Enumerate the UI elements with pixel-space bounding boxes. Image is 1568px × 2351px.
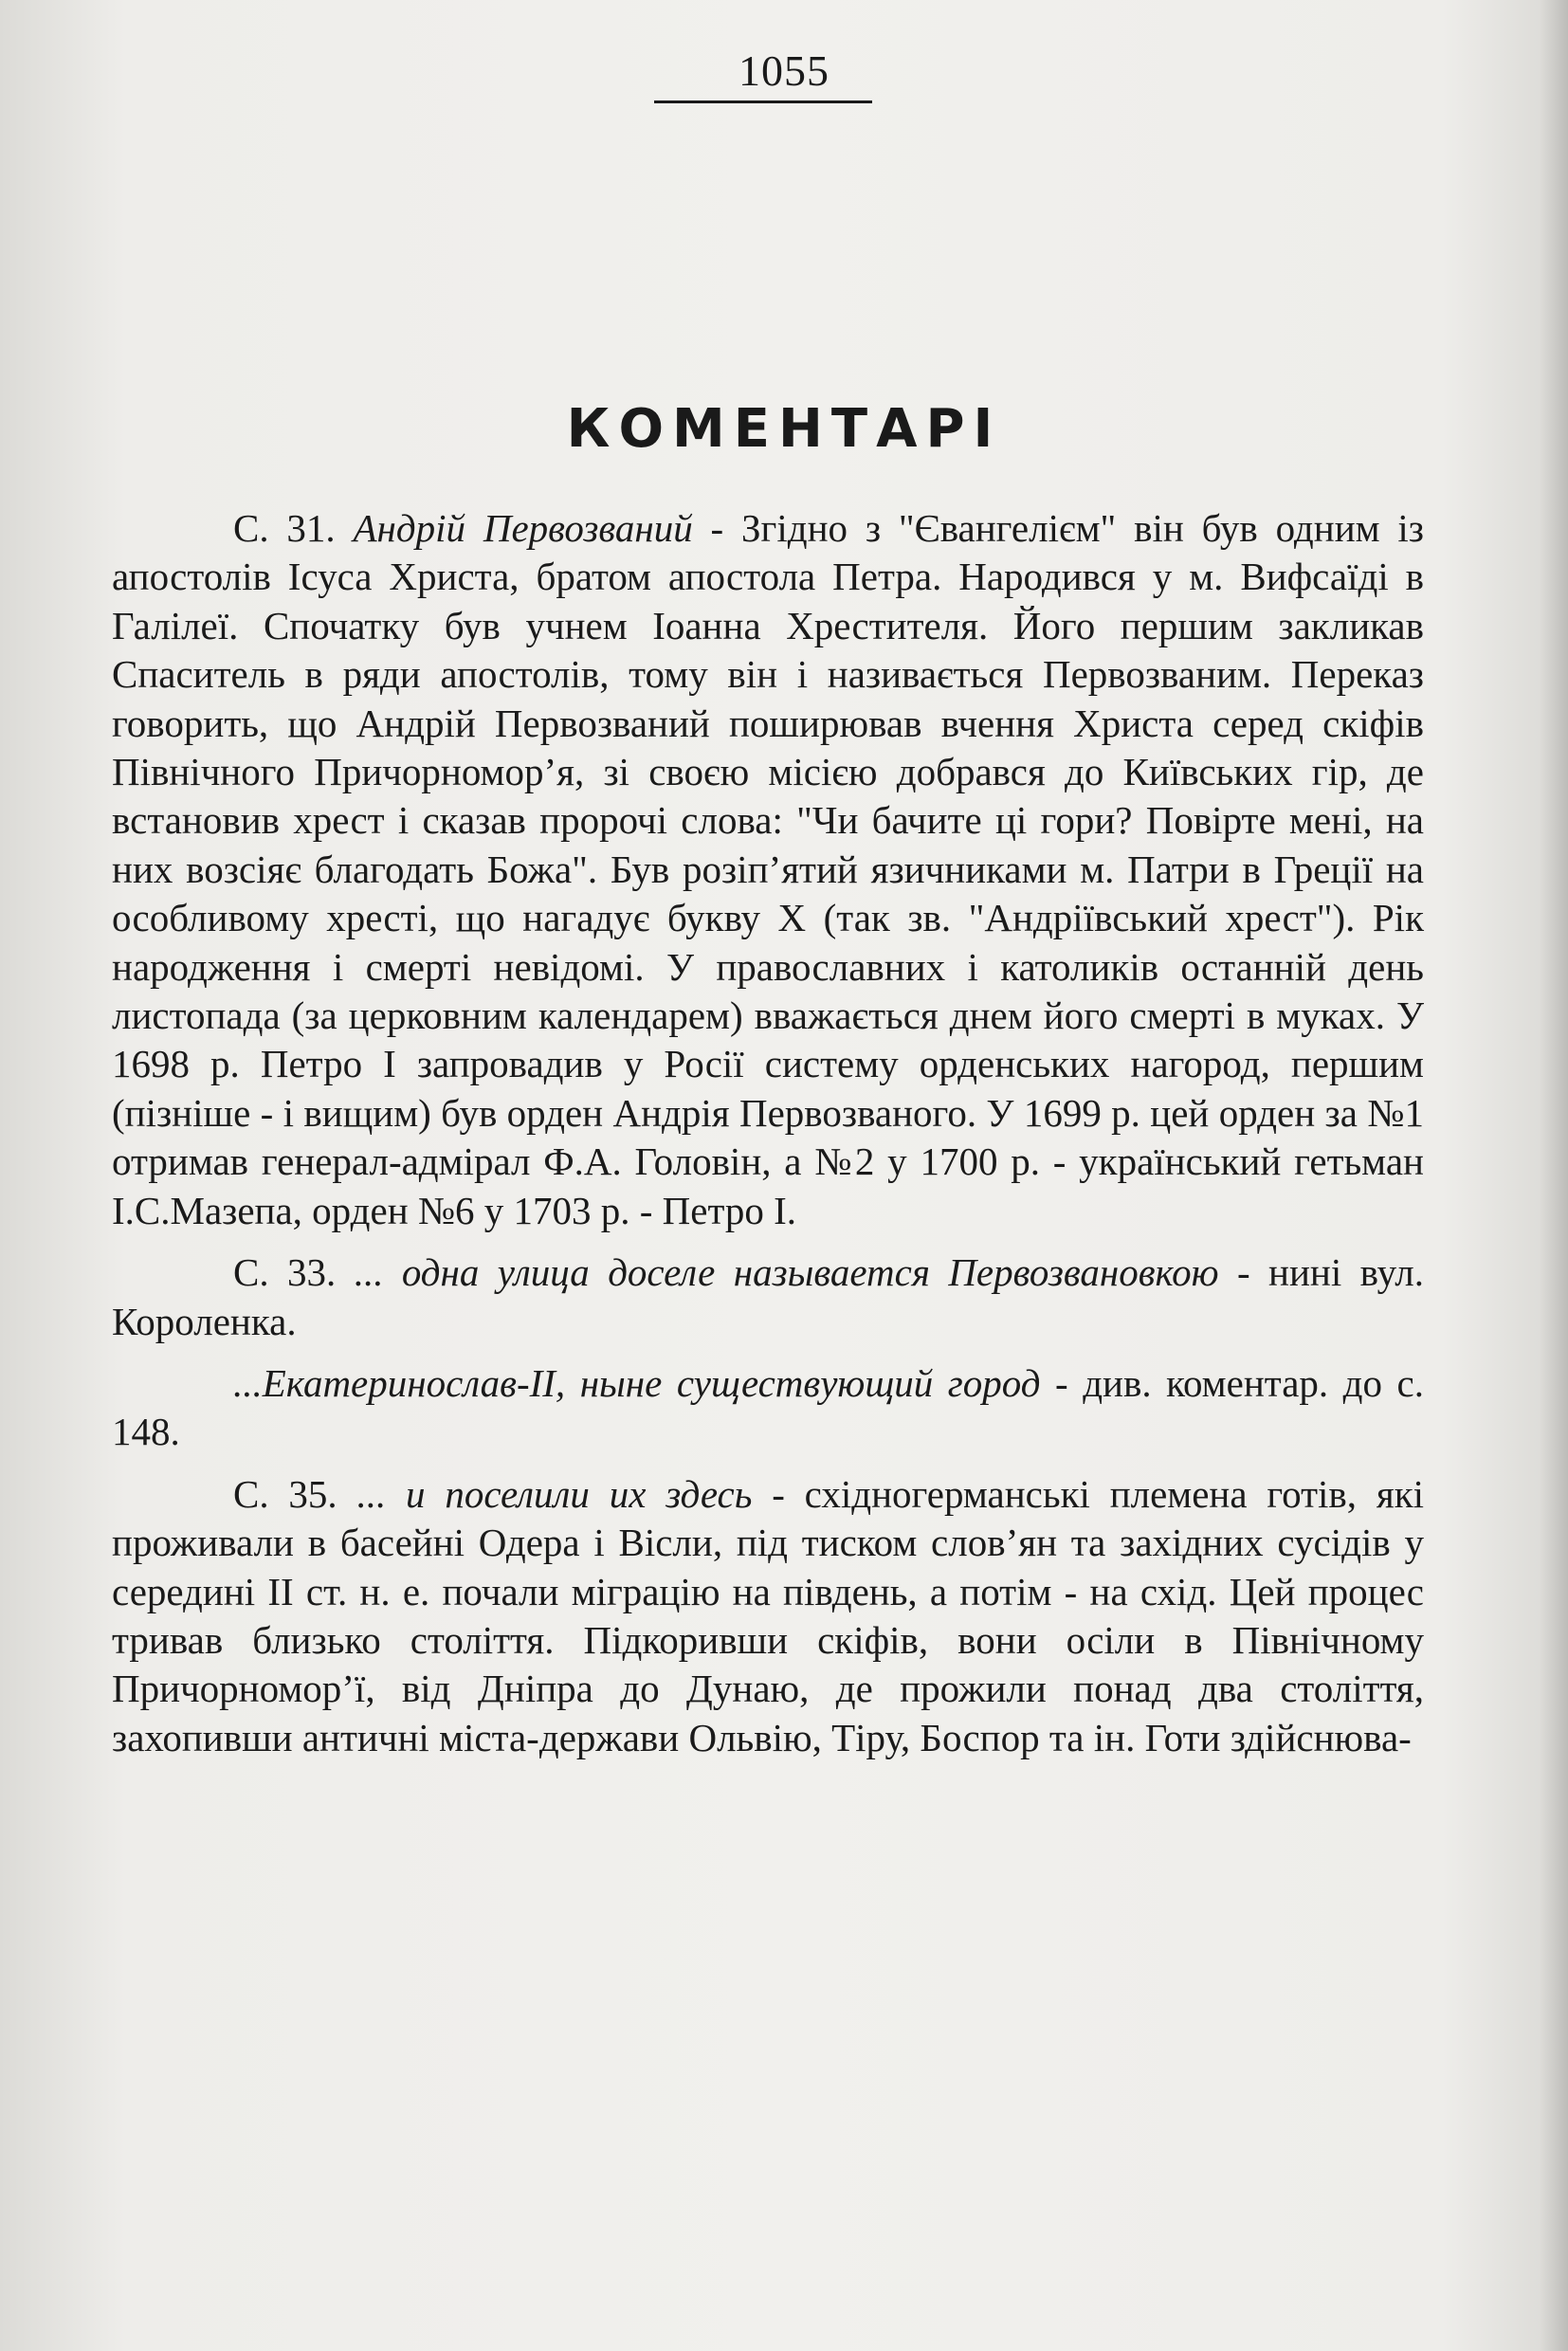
page-edge-shadow [1540, 0, 1568, 2351]
commentary-text: - східногерманські племена готів, які проживали в басейні Одера і Вісли, під тиском слов’ян та західних сусідів у середині II ст. н. е. почали міграцію на південь, а потім - на схід. Цей процес тривав близько століття. Підкоривши скіфів, вони осіли в Північному Причорномор’ї, від Дніпра до Дунаю, де прожили понад два століття, захопивши античні міста-держави Ольвію, Тіру, Боспор та ін. Готи здійснюва- [112, 1471, 1425, 1759]
page-reference: С. 33. [233, 1250, 337, 1295]
commentary-paragraph [112, 1359, 1424, 1457]
commented-term: ... одна улица доселе называется Первозвановкою [354, 1250, 1219, 1295]
commentary-paragraph [112, 1248, 1424, 1346]
commentary-body [112, 504, 1424, 1762]
commentary-paragraph [112, 504, 1424, 1235]
commented-term: Андрій Первозваний [353, 506, 693, 550]
commentary-text: - Згідно з "Євангелієм" він був одним із апостолів Ісуса Христа, братом апостола Петра. Народився у м. Вифсаїді в Галілеї. Спочатку був учнем Іоанна Хрестителя. Його першим закликав Спаситель в ряди апостолів, тому він і називається Первозваним. Переказ говорить, що Андрій Первозваний поширював вчення Христа серед скіфів Північного Причорномор’я, зі своєю місією добрався до Київських гір, де встановив хрест і сказав пророчі слова: "Чи бачите ці гори? Повірте мені, на них возсіяє благодать Божа". Був розіп’ятий язичниками м. Патри в Греції на особливому хресті, що нагадує букву Х (так зв. "Андріївський хрест"). Рік народження і смерті невідомі. У православних і католиків останній день листопада (за церковним календарем) вважається днем його смерті в муках. У 1698 р. Петро І запровадив у Росії систему орденських нагород, першим (пізніше - і вищим) був орден Андрія Первозваного. У 1699 р. цей орден за №1 отримав генерал-адмірал Ф.А. Головін, а №2 у 1700 р. - український гетьман І.С.Мазепа, орден №6 у 1703 р. - Петро І. [112, 506, 1424, 1232]
commentary-text: - див. коментар. до с. 148. [112, 1360, 1424, 1454]
page-number: 1055 [738, 46, 830, 95]
page-number-rule [654, 100, 872, 103]
commentary-paragraph [112, 1470, 1424, 1762]
page-reference: С. 31. [233, 506, 336, 550]
commentary-text: - нині вул. Короленка. [112, 1250, 1425, 1343]
section-title: КОМЕНТАРІ [566, 398, 1002, 460]
commented-term: ... и поселили их здесь [356, 1471, 753, 1516]
page-reference: С. 35. [233, 1471, 337, 1516]
commented-term: ...Екатеринослав-II, ныне существующий город [233, 1360, 1041, 1405]
